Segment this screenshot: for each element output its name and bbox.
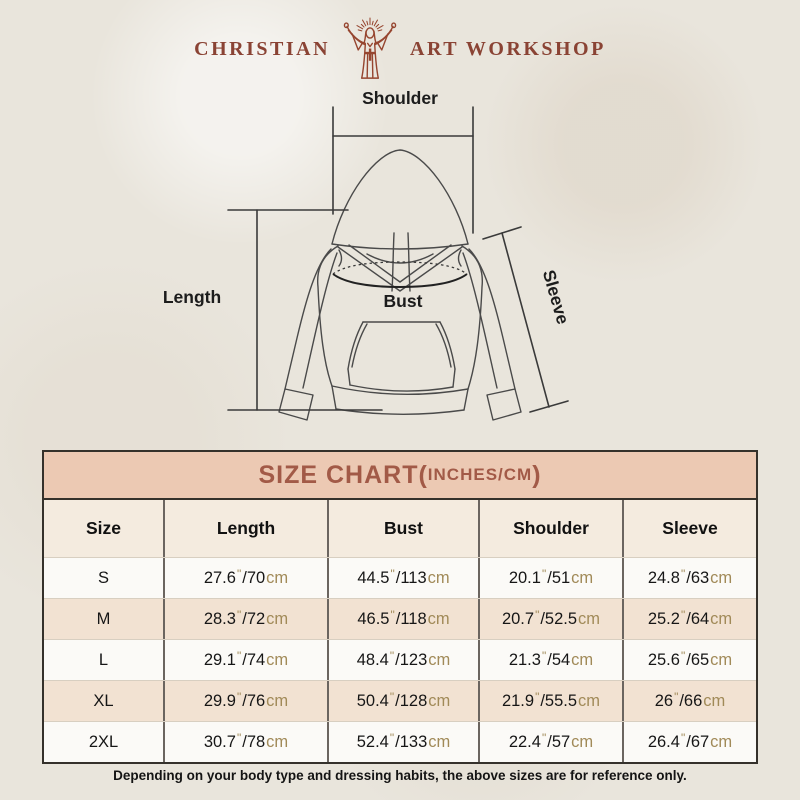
brand-logo [0, 12, 800, 86]
cm-label: cm [571, 650, 594, 669]
size-cell: XL [93, 691, 114, 710]
inch-mark: " [541, 567, 547, 581]
bust-cell [327, 640, 478, 680]
inch-mark: " [674, 690, 679, 704]
cm-label: cm [266, 568, 289, 587]
inch-mark: " [390, 608, 395, 622]
inch-mark: " [535, 608, 540, 622]
cm-value: 118 [400, 609, 427, 628]
inches-value: 25.2 [647, 609, 680, 628]
inches-value: 20.7 [501, 609, 535, 628]
separator: / [686, 732, 691, 751]
size-chart-band [44, 452, 756, 500]
cm-label: cm [578, 609, 601, 628]
separator: / [686, 568, 691, 587]
inches-value: 44.5 [357, 568, 390, 587]
inches-value: 25.6 [647, 650, 680, 669]
cm-value: 128 [399, 691, 428, 710]
cm-label: cm [266, 609, 289, 628]
size-chart-title-unit: INCHES/CM [427, 465, 533, 484]
brand-name-left: CHRISTIAN [194, 37, 331, 60]
table-row-xl [44, 680, 756, 721]
bust-cell [327, 681, 478, 721]
inch-mark: " [236, 608, 242, 622]
cm-value: 113 [400, 568, 427, 587]
shoulder-label: Shoulder [362, 88, 438, 108]
separator: / [540, 691, 545, 710]
cm-value: 70 [246, 568, 266, 587]
bust-line-dotted [333, 262, 467, 274]
bust-line-solid [333, 274, 467, 287]
length-cell [163, 599, 327, 639]
inches-value: 21.3 [508, 650, 541, 669]
separator: / [395, 732, 400, 751]
separator: / [242, 609, 247, 628]
cm-label: cm [710, 568, 733, 587]
cm-value: 57 [551, 732, 571, 751]
shoulder-cell [478, 558, 622, 598]
separator: / [395, 609, 401, 628]
length-cell [163, 558, 327, 598]
inch-mark: " [680, 608, 686, 622]
inches-value: 46.5 [357, 609, 390, 628]
bust-cell [327, 558, 478, 598]
table-row-l [44, 639, 756, 680]
cm-label: cm [427, 568, 450, 587]
separator: / [547, 650, 552, 669]
cm-value: 55.5 [544, 691, 578, 710]
cm-value: 133 [399, 732, 428, 751]
inch-mark: " [236, 690, 242, 704]
shoulder-cell [478, 681, 622, 721]
inch-mark: " [236, 649, 242, 663]
inches-value: 26.4 [647, 732, 680, 751]
sleeve-cell [622, 722, 756, 762]
brand-name-right: ART WORKSHOP [410, 37, 606, 60]
hoodie-measurement-diagram [130, 88, 670, 444]
bust-cell [327, 722, 478, 762]
cm-value: 66 [683, 691, 703, 710]
table-row-s [44, 557, 756, 598]
inch-mark: " [680, 649, 686, 663]
cm-label: cm [578, 691, 601, 710]
inches-value: 52.4 [356, 732, 389, 751]
inches-value: 22.4 [508, 732, 541, 751]
cm-label: cm [427, 609, 450, 628]
size-cell: M [96, 609, 111, 628]
column-header-length: Length [163, 500, 327, 557]
size-cell: S [97, 568, 109, 587]
inch-mark: " [541, 649, 547, 663]
cm-value: 64 [690, 609, 710, 628]
cm-value: 51 [551, 568, 571, 587]
cm-value: 65 [690, 650, 710, 669]
size-chart-table [42, 450, 758, 764]
inches-value: 48.4 [356, 650, 389, 669]
cm-label: cm [266, 732, 289, 751]
cm-label: cm [703, 691, 726, 710]
inch-mark: " [389, 690, 395, 704]
size-chart-title-close: ) [532, 460, 542, 489]
separator: / [242, 691, 247, 710]
inches-value: 30.7 [203, 732, 236, 751]
jesus-open-arms-rays-icon [339, 14, 401, 84]
length-label: Length [162, 287, 222, 307]
measurement-lines [228, 107, 568, 412]
hoodie-outline [279, 150, 521, 420]
separator: / [540, 609, 545, 628]
inches-value: 28.3 [203, 609, 236, 628]
cm-label: cm [428, 650, 451, 669]
inch-mark: " [541, 731, 547, 745]
inches-value: 26 [654, 691, 674, 710]
separator: / [679, 691, 684, 710]
cm-value: 67 [690, 732, 710, 751]
column-header-bust: Bust [327, 500, 478, 557]
separator: / [547, 568, 552, 587]
sleeve-cell [622, 558, 756, 598]
cm-value: 52.5 [544, 609, 578, 628]
reference-note: Depending on your body type and dressing habits, the above sizes are for reference only. [113, 768, 687, 783]
sleeve-cell [622, 599, 756, 639]
column-header-sleeve: Sleeve [622, 500, 756, 557]
inches-value: 29.9 [203, 691, 236, 710]
cm-label: cm [428, 691, 451, 710]
cm-label: cm [266, 691, 289, 710]
separator: / [395, 650, 400, 669]
inch-mark: " [535, 690, 540, 704]
column-header-size: Size [85, 518, 122, 538]
cm-value: 54 [551, 650, 571, 669]
separator: / [395, 568, 401, 587]
shoulder-cell [478, 722, 622, 762]
inches-value: 24.8 [647, 568, 680, 587]
cm-label: cm [571, 568, 594, 587]
column-header-shoulder: Shoulder [478, 500, 622, 557]
separator: / [242, 568, 247, 587]
table-row-m [44, 598, 756, 639]
cm-label: cm [266, 650, 289, 669]
separator: / [686, 609, 691, 628]
sleeve-label: Sleeve [538, 267, 574, 327]
inch-mark: " [236, 731, 242, 745]
shoulder-cell [478, 640, 622, 680]
cm-label: cm [428, 732, 451, 751]
separator: / [547, 732, 552, 751]
inches-value: 20.1 [508, 568, 541, 587]
inches-value: 29.1 [203, 650, 236, 669]
cm-label: cm [571, 732, 594, 751]
table-header-row [44, 500, 756, 557]
length-cell [163, 722, 327, 762]
cm-label: cm [710, 609, 733, 628]
inch-mark: " [389, 649, 395, 663]
size-chart-title: SIZE CHART( [258, 460, 428, 489]
inch-mark: " [236, 567, 242, 581]
cm-value: 123 [399, 650, 428, 669]
cm-label: cm [710, 650, 733, 669]
bust-label: Bust [383, 291, 423, 311]
sleeve-cell [622, 681, 756, 721]
cm-value: 72 [246, 609, 266, 628]
separator: / [395, 691, 400, 710]
separator: / [242, 650, 247, 669]
length-cell [163, 681, 327, 721]
bust-cell [327, 599, 478, 639]
inches-value: 27.6 [203, 568, 236, 587]
separator: / [242, 732, 247, 751]
length-cell [163, 640, 327, 680]
inches-value: 21.9 [501, 691, 535, 710]
inch-mark: " [390, 567, 395, 581]
separator: / [686, 650, 691, 669]
inches-value: 50.4 [356, 691, 389, 710]
sleeve-cell [622, 640, 756, 680]
cm-value: 63 [690, 568, 710, 587]
cm-label: cm [710, 732, 733, 751]
cm-value: 76 [246, 691, 266, 710]
size-cell: L [98, 650, 109, 669]
inch-mark: " [680, 567, 686, 581]
cm-value: 78 [246, 732, 266, 751]
table-row-2xl [44, 721, 756, 762]
shoulder-cell [478, 599, 622, 639]
inch-mark: " [389, 731, 395, 745]
size-cell: 2XL [88, 732, 119, 751]
inch-mark: " [680, 731, 686, 745]
cm-value: 74 [246, 650, 266, 669]
